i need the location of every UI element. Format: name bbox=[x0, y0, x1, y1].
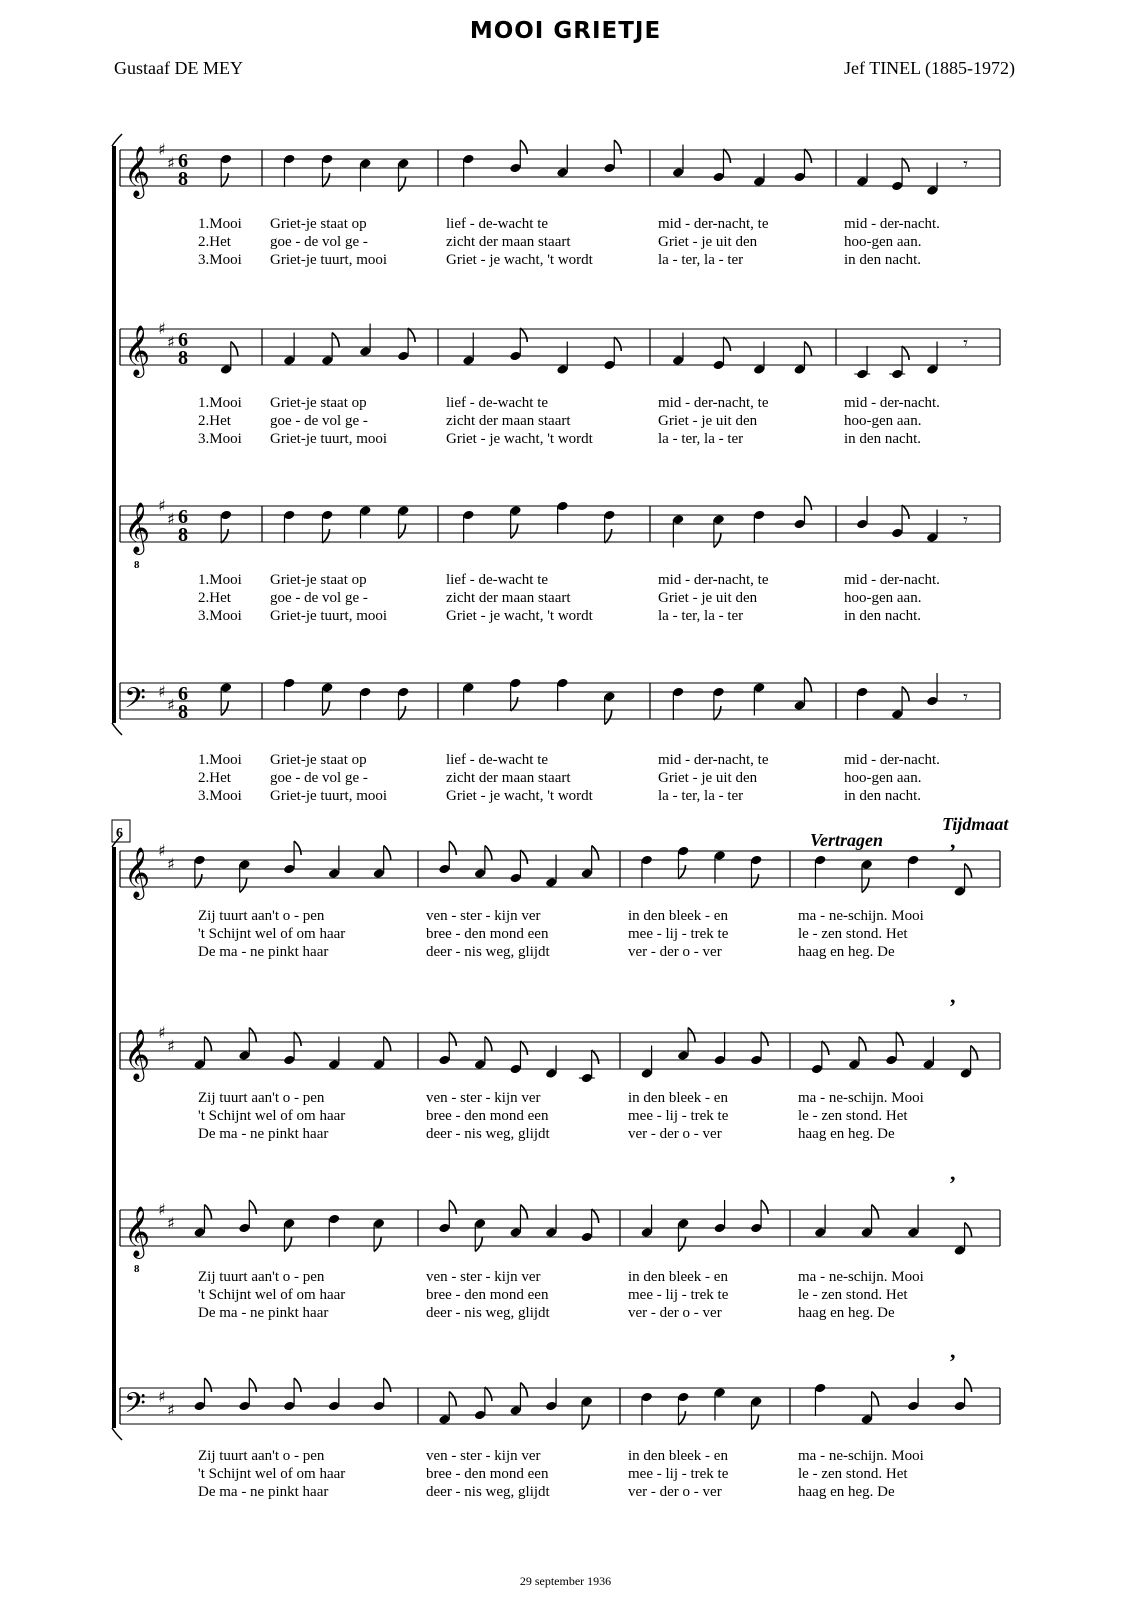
note-flag bbox=[723, 337, 730, 351]
lyric-syllables: la - ter, la - ter bbox=[658, 431, 744, 447]
note-flag bbox=[249, 1378, 256, 1392]
note-flag bbox=[384, 1037, 391, 1051]
note-flag bbox=[804, 342, 811, 356]
note-flag bbox=[605, 529, 612, 543]
note-flag bbox=[751, 874, 758, 888]
lyric-syllables: 2.Het bbox=[198, 590, 231, 606]
lyric-syllables: goe - de vol ge - bbox=[270, 590, 368, 606]
lyric-syllables: 1.Mooi bbox=[198, 216, 242, 232]
note-flag bbox=[332, 333, 339, 347]
note-flag bbox=[204, 1378, 211, 1392]
lyric-syllables: Griet-je staat op bbox=[270, 752, 367, 768]
note-flag bbox=[902, 505, 909, 519]
lyric-syllables: ven - ster - kijn ver bbox=[426, 908, 541, 924]
key-sharp: ♯ bbox=[167, 332, 175, 352]
key-sharp: ♯ bbox=[158, 140, 166, 159]
note-flag bbox=[872, 1392, 879, 1406]
lyric-syllables: in den nacht. bbox=[844, 608, 922, 624]
lyric-syllables: haag en heg. De bbox=[798, 944, 895, 960]
lyric-syllables: haag en heg. De bbox=[798, 1305, 895, 1321]
lyric-syllables: Zij tuurt aan't o - pen bbox=[198, 1090, 325, 1106]
key-sharp: ♯ bbox=[167, 1400, 175, 1420]
lyric-syllables: mee - lij - trek te bbox=[628, 1287, 729, 1303]
note-flag bbox=[384, 1378, 391, 1392]
lyric-syllables: bree - den mond een bbox=[426, 1108, 549, 1124]
breath-mark: , bbox=[950, 1338, 956, 1363]
lyric-syllables: ver - der o - ver bbox=[628, 1305, 722, 1321]
note-flag bbox=[965, 864, 972, 878]
lyric-syllables: lief - de-wacht te bbox=[446, 752, 549, 768]
lyric-syllables: Griet - je wacht, 't wordt bbox=[446, 252, 593, 268]
lyric-syllables: goe - de vol ge - bbox=[270, 770, 368, 786]
lyric-syllables: 't Schijnt wel of om haar bbox=[198, 1108, 346, 1124]
note-flag bbox=[221, 173, 228, 187]
lyric-syllables: Zij tuurt aan't o - pen bbox=[198, 1448, 325, 1464]
treble-clef: 𝄞 bbox=[124, 1206, 151, 1257]
note-flag bbox=[294, 1032, 301, 1046]
breath-mark: , bbox=[950, 828, 956, 853]
lyric-syllables: Griet-je staat op bbox=[270, 216, 367, 232]
lyric-syllables: deer - nis weg, glijdt bbox=[426, 1305, 550, 1321]
lyric-syllables: 1.Mooi bbox=[198, 572, 242, 588]
lyric-syllables: 2.Het bbox=[198, 234, 231, 250]
lyric-syllables: mid - der-nacht, te bbox=[658, 216, 769, 232]
lyric-syllables: in den bleek - en bbox=[628, 1090, 728, 1106]
lyric-syllables: Griet - je uit den bbox=[658, 590, 758, 606]
lyric-syllables: lief - de-wacht te bbox=[446, 395, 549, 411]
key-sharp: ♯ bbox=[158, 1200, 166, 1219]
note-flag bbox=[520, 1205, 527, 1219]
lyric-syllables: deer - nis weg, glijdt bbox=[426, 1126, 550, 1142]
note-flag bbox=[592, 1209, 599, 1223]
key-sharp: ♯ bbox=[158, 841, 166, 860]
key-sharp: ♯ bbox=[167, 153, 175, 173]
note-flag bbox=[751, 1416, 758, 1430]
measure-number: 6 bbox=[116, 826, 123, 841]
lyric-syllables: in den bleek - en bbox=[628, 1269, 728, 1285]
note-flag bbox=[323, 702, 330, 716]
note-flag bbox=[804, 678, 811, 692]
lyric-syllables: haag en heg. De bbox=[798, 1484, 895, 1500]
note-flag bbox=[408, 328, 415, 342]
key-sharp: ♯ bbox=[167, 509, 175, 529]
note-flag bbox=[678, 1238, 685, 1252]
lyric-syllables: hoo-gen aan. bbox=[844, 413, 922, 429]
note-flag bbox=[862, 879, 869, 893]
lyric-syllables: 1.Mooi bbox=[198, 752, 242, 768]
lyric-syllables: mee - lij - trek te bbox=[628, 1108, 729, 1124]
note-flag bbox=[614, 337, 621, 351]
note-flag bbox=[896, 1032, 903, 1046]
note-flag bbox=[195, 874, 202, 888]
note-flag bbox=[449, 841, 456, 855]
eighth-rest: 𝄾 bbox=[963, 154, 969, 175]
note-flag bbox=[399, 525, 406, 539]
note-flag bbox=[520, 1041, 527, 1055]
lyric-syllables: mid - der-nacht, te bbox=[658, 395, 769, 411]
lyric-syllables: ven - ster - kijn ver bbox=[426, 1269, 541, 1285]
bracket-hook bbox=[112, 134, 122, 146]
note-flag bbox=[678, 865, 685, 879]
eighth-rest: 𝄾 bbox=[963, 333, 969, 354]
lyric-syllables: mid - der-nacht. bbox=[844, 216, 940, 232]
bracket-hook bbox=[112, 723, 122, 735]
lyric-syllables: hoo-gen aan. bbox=[844, 770, 922, 786]
lyric-syllables: 2.Het bbox=[198, 770, 231, 786]
lyric-syllables: mee - lij - trek te bbox=[628, 926, 729, 942]
note-flag bbox=[592, 1050, 599, 1064]
lyric-syllables: deer - nis weg, glijdt bbox=[426, 1484, 550, 1500]
note-flag bbox=[822, 1041, 829, 1055]
lyric-syllables: 't Schijnt wel of om haar bbox=[198, 1466, 346, 1482]
note-flag bbox=[902, 687, 909, 701]
lyric-syllables: Griet - je uit den bbox=[658, 770, 758, 786]
key-sharp: ♯ bbox=[158, 319, 166, 338]
lyric-syllables: De ma - ne pinkt haar bbox=[198, 944, 329, 960]
lyric-syllables: 3.Mooi bbox=[198, 788, 242, 804]
clef-octave: 8 bbox=[134, 1263, 140, 1275]
note-flag bbox=[294, 1378, 301, 1392]
note-flag bbox=[399, 706, 406, 720]
lyric-syllables: in den nacht. bbox=[844, 788, 922, 804]
note-flag bbox=[323, 173, 330, 187]
note-flag bbox=[965, 1378, 972, 1392]
lyric-syllables: Zij tuurt aan't o - pen bbox=[198, 908, 325, 924]
note-flag bbox=[485, 846, 492, 860]
lyric-syllables: haag en heg. De bbox=[798, 1126, 895, 1142]
note-flag bbox=[374, 1238, 381, 1252]
lyric-syllables: ven - ster - kijn ver bbox=[426, 1090, 541, 1106]
key-sharp: ♯ bbox=[167, 1213, 175, 1233]
note-flag bbox=[449, 1392, 456, 1406]
lyric-syllables: ver - der o - ver bbox=[628, 1484, 722, 1500]
note-flag bbox=[449, 1200, 456, 1214]
note-flag bbox=[678, 1411, 685, 1425]
note-flag bbox=[249, 1028, 256, 1042]
lyric-syllables: le - zen stond. Het bbox=[798, 1108, 908, 1124]
note-flag bbox=[614, 140, 621, 154]
note-flag bbox=[221, 529, 228, 543]
time-sig-top: 6 bbox=[178, 150, 188, 172]
time-sig-bottom: 8 bbox=[178, 168, 188, 190]
lyric-syllables: Griet-je staat op bbox=[270, 572, 367, 588]
note-flag bbox=[761, 1032, 768, 1046]
lyric-syllables: ver - der o - ver bbox=[628, 1126, 722, 1142]
note-flag bbox=[582, 1416, 589, 1430]
lyric-syllables: ma - ne-schijn. Mooi bbox=[798, 1448, 924, 1464]
tempo-tijdmaat: Tijdmaat bbox=[942, 814, 1009, 834]
note-flag bbox=[485, 1387, 492, 1401]
lyric-syllables: lief - de-wacht te bbox=[446, 216, 549, 232]
note-flag bbox=[714, 534, 721, 548]
lyric-syllables: Griet - je wacht, 't wordt bbox=[446, 608, 593, 624]
lyric-syllables: Zij tuurt aan't o - pen bbox=[198, 1269, 325, 1285]
note-flag bbox=[971, 1046, 978, 1060]
note-flag bbox=[485, 1037, 492, 1051]
time-sig-top: 6 bbox=[178, 506, 188, 528]
note-flag bbox=[902, 158, 909, 172]
note-flag bbox=[384, 846, 391, 860]
lyric-syllables: bree - den mond een bbox=[426, 1287, 549, 1303]
lyric-syllables: lief - de-wacht te bbox=[446, 572, 549, 588]
lyric-syllables: deer - nis weg, glijdt bbox=[426, 944, 550, 960]
lyric-syllables: De ma - ne pinkt haar bbox=[198, 1305, 329, 1321]
treble-clef: 𝄞 bbox=[124, 325, 151, 376]
poet-credit: Gustaaf DE MEY bbox=[114, 58, 243, 78]
note-flag bbox=[511, 525, 518, 539]
note-flag bbox=[965, 1223, 972, 1237]
lyric-syllables: le - zen stond. Het bbox=[798, 1466, 908, 1482]
note-flag bbox=[520, 140, 527, 154]
treble-clef: 𝄞 bbox=[124, 847, 151, 898]
lyric-syllables: 2.Het bbox=[198, 413, 231, 429]
composer-credit: Jef TINEL (1885-1972) bbox=[844, 58, 1015, 78]
lyric-syllables: ma - ne-schijn. Mooi bbox=[798, 1090, 924, 1106]
bass-clef: 𝄢 bbox=[124, 682, 146, 722]
lyric-syllables: 1.Mooi bbox=[198, 395, 242, 411]
lyric-syllables: Griet - je wacht, 't wordt bbox=[446, 431, 593, 447]
lyric-syllables: bree - den mond een bbox=[426, 1466, 549, 1482]
lyric-syllables: 3.Mooi bbox=[198, 608, 242, 624]
lyric-syllables: Griet - je wacht, 't wordt bbox=[446, 788, 593, 804]
key-sharp: ♯ bbox=[167, 695, 175, 715]
time-sig-top: 6 bbox=[178, 329, 188, 351]
treble-clef: 𝄞 bbox=[124, 1029, 151, 1080]
note-flag bbox=[520, 850, 527, 864]
note-flag bbox=[204, 1205, 211, 1219]
lyric-syllables: Griet - je uit den bbox=[658, 234, 758, 250]
note-flag bbox=[511, 697, 518, 711]
key-sharp: ♯ bbox=[158, 1023, 166, 1042]
note-flag bbox=[399, 178, 406, 192]
time-sig-bottom: 8 bbox=[178, 701, 188, 723]
lyric-syllables: in den nacht. bbox=[844, 252, 922, 268]
lyric-syllables: in den bleek - en bbox=[628, 1448, 728, 1464]
note-flag bbox=[284, 1238, 291, 1252]
note-flag bbox=[859, 1037, 866, 1051]
lyric-syllables: 3.Mooi bbox=[198, 431, 242, 447]
page-title: MOOI GRIETJE bbox=[469, 18, 662, 44]
note-flag bbox=[294, 841, 301, 855]
note-flag bbox=[723, 149, 730, 163]
lyric-syllables: bree - den mond een bbox=[426, 926, 549, 942]
lyric-syllables: mid - der-nacht. bbox=[844, 395, 940, 411]
lyric-syllables: mid - der-nacht, te bbox=[658, 752, 769, 768]
treble-clef: 𝄞 bbox=[124, 146, 151, 197]
lyric-syllables: le - zen stond. Het bbox=[798, 1287, 908, 1303]
note-flag bbox=[240, 879, 247, 893]
note-flag bbox=[323, 529, 330, 543]
note-flag bbox=[761, 1200, 768, 1214]
note-flag bbox=[520, 1383, 527, 1397]
lyric-syllables: le - zen stond. Het bbox=[798, 926, 908, 942]
lyric-syllables: hoo-gen aan. bbox=[844, 590, 922, 606]
note-flag bbox=[449, 1032, 456, 1046]
lyric-syllables: Griet-je staat op bbox=[270, 395, 367, 411]
key-sharp: ♯ bbox=[167, 854, 175, 874]
lyric-syllables: Griet-je tuurt, mooi bbox=[270, 252, 388, 268]
bracket-hook bbox=[112, 1428, 122, 1440]
lyric-syllables: zicht der maan staart bbox=[446, 413, 571, 429]
eighth-rest: 𝄾 bbox=[963, 687, 969, 708]
time-sig-bottom: 8 bbox=[178, 524, 188, 546]
lyric-syllables: la - ter, la - ter bbox=[658, 252, 744, 268]
note-flag bbox=[204, 1037, 211, 1051]
note-flag bbox=[249, 1200, 256, 1214]
lyric-syllables: ver - der o - ver bbox=[628, 944, 722, 960]
bass-clef: 𝄢 bbox=[124, 1387, 146, 1427]
lyric-syllables: mid - der-nacht. bbox=[844, 572, 940, 588]
lyric-syllables: ma - ne-schijn. Mooi bbox=[798, 1269, 924, 1285]
lyric-syllables: goe - de vol ge - bbox=[270, 413, 368, 429]
lyric-syllables: goe - de vol ge - bbox=[270, 234, 368, 250]
key-sharp: ♯ bbox=[167, 1036, 175, 1056]
lyric-syllables: Griet-je tuurt, mooi bbox=[270, 788, 388, 804]
note-flag bbox=[221, 702, 228, 716]
time-sig-top: 6 bbox=[178, 683, 188, 705]
lyric-syllables: mid - der-nacht, te bbox=[658, 572, 769, 588]
lyric-syllables: la - ter, la - ter bbox=[658, 608, 744, 624]
breath-mark: , bbox=[950, 983, 956, 1008]
eighth-rest: 𝄾 bbox=[963, 510, 969, 531]
lyric-syllables: 3.Mooi bbox=[198, 252, 242, 268]
note-flag bbox=[475, 1238, 482, 1252]
lyric-syllables: in den bleek - en bbox=[628, 908, 728, 924]
breath-mark: , bbox=[950, 1160, 956, 1185]
lyric-syllables: Griet-je tuurt, mooi bbox=[270, 608, 388, 624]
note-flag bbox=[688, 1028, 695, 1042]
key-sharp: ♯ bbox=[158, 682, 166, 701]
lyric-syllables: De ma - ne pinkt haar bbox=[198, 1126, 329, 1142]
note-flag bbox=[872, 1205, 879, 1219]
lyric-syllables: ma - ne-schijn. Mooi bbox=[798, 908, 924, 924]
lyric-syllables: ven - ster - kijn ver bbox=[426, 1448, 541, 1464]
lyric-syllables: Griet - je uit den bbox=[658, 413, 758, 429]
lyric-syllables: in den nacht. bbox=[844, 431, 922, 447]
key-sharp: ♯ bbox=[158, 1387, 166, 1406]
tempo-vertragen: Vertragen bbox=[810, 830, 884, 850]
lyric-syllables: zicht der maan staart bbox=[446, 590, 571, 606]
note-flag bbox=[231, 342, 238, 356]
key-sharp: ♯ bbox=[158, 496, 166, 515]
clef-octave: 8 bbox=[134, 559, 140, 571]
note-flag bbox=[902, 346, 909, 360]
note-flag bbox=[605, 711, 612, 725]
lyric-syllables: hoo-gen aan. bbox=[844, 234, 922, 250]
note-flag bbox=[804, 149, 811, 163]
treble-clef: 𝄞 bbox=[124, 502, 151, 553]
lyric-syllables: 't Schijnt wel of om haar bbox=[198, 1287, 346, 1303]
note-flag bbox=[714, 706, 721, 720]
lyric-syllables: 't Schijnt wel of om haar bbox=[198, 926, 346, 942]
lyric-syllables: Griet-je tuurt, mooi bbox=[270, 431, 388, 447]
lyric-syllables: la - ter, la - ter bbox=[658, 788, 744, 804]
lyric-syllables: zicht der maan staart bbox=[446, 234, 571, 250]
lyric-syllables: mid - der-nacht. bbox=[844, 752, 940, 768]
note-flag bbox=[592, 846, 599, 860]
footer-date: 29 september 1936 bbox=[519, 1574, 612, 1588]
note-flag bbox=[520, 328, 527, 342]
note-flag bbox=[804, 496, 811, 510]
lyric-syllables: zicht der maan staart bbox=[446, 770, 571, 786]
lyric-syllables: De ma - ne pinkt haar bbox=[198, 1484, 329, 1500]
lyric-syllables: mee - lij - trek te bbox=[628, 1466, 729, 1482]
time-sig-bottom: 8 bbox=[178, 347, 188, 369]
